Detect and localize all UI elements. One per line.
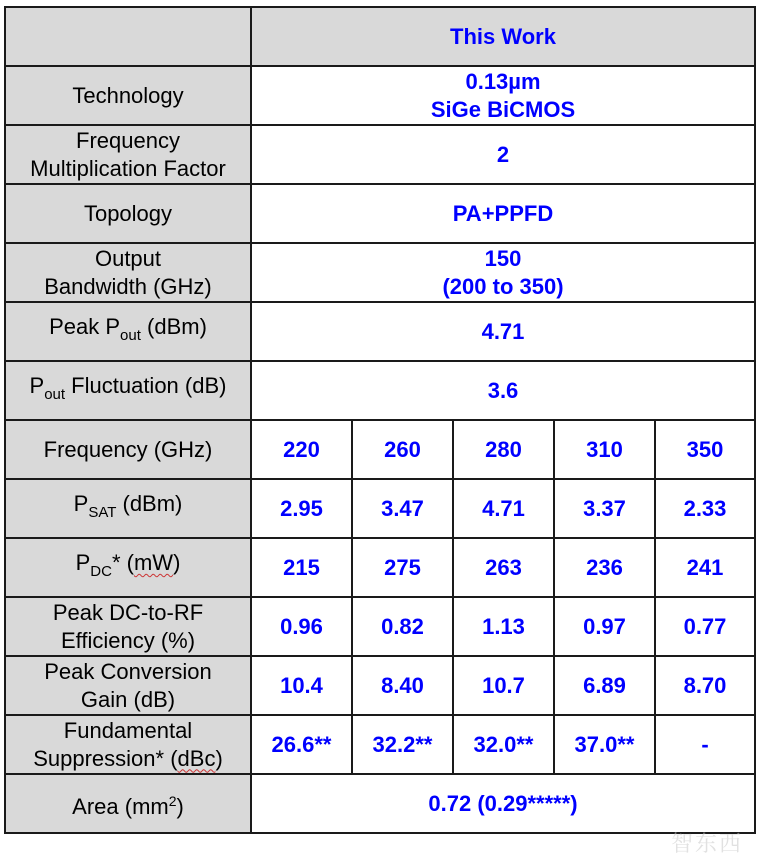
table-cell: 215 [251, 538, 352, 597]
label-peak-pout-subscript: out [120, 327, 141, 344]
label-psat-p: P [73, 491, 89, 516]
label-pdc-asterisk: * ( [111, 550, 134, 575]
table-cell: 32.2** [352, 715, 453, 774]
comparison-table [4, 6, 756, 834]
header-row [5, 7, 755, 66]
watermark-logo: 智东西 [670, 832, 743, 857]
value-pout-fluctuation: 3.6 [251, 361, 755, 420]
label-peak-pout-unit: (dBm) [140, 314, 207, 339]
table-cell: 0.97 [554, 597, 655, 656]
row-psat [5, 479, 755, 538]
label-topology: Topology [5, 184, 251, 243]
table-cell: 220 [251, 420, 352, 479]
label-peak-pout [5, 302, 251, 361]
label-frequency: Frequency (GHz) [5, 420, 251, 479]
value-bandwidth-line2: (200 to 350) [442, 273, 564, 299]
row-efficiency [5, 597, 755, 656]
label-area-main: Area (mm [72, 793, 169, 819]
label-freq-mult-line2: Multiplication Factor [30, 155, 226, 181]
table-cell: 8.40 [352, 656, 453, 715]
table-cell: 2.33 [655, 479, 755, 538]
label-conversion-gain [5, 656, 251, 715]
value-bandwidth-line1: 150 [484, 245, 522, 271]
label-freq-mult-line1: Frequency [76, 127, 180, 153]
corner-cell [5, 7, 251, 66]
label-efficiency-line1: Peak DC-to-RF [52, 599, 204, 625]
row-topology [5, 184, 755, 243]
table-cell: 1.13 [453, 597, 554, 656]
table-cell: 26.6** [251, 715, 352, 774]
label-conv-gain-line2: Gain (dB) [80, 686, 176, 712]
label-efficiency-line2: Efficiency (%) [60, 627, 196, 653]
label-pout-fluct-p: P [29, 373, 45, 398]
value-output-bandwidth [251, 243, 755, 302]
row-peak-pout [5, 302, 755, 361]
table-cell: 236 [554, 538, 655, 597]
table-cell: 275 [352, 538, 453, 597]
label-technology: Technology [5, 66, 251, 125]
table-cell: 8.70 [655, 656, 755, 715]
table-cell: 0.82 [352, 597, 453, 656]
label-psat [5, 479, 251, 538]
label-fund-supp-close: ) [215, 745, 223, 771]
table-cell: 280 [453, 420, 554, 479]
table-cell: 0.96 [251, 597, 352, 656]
row-pout-fluctuation [5, 361, 755, 420]
label-bandwidth-line2: Bandwidth (GHz) [44, 273, 212, 299]
row-output-bandwidth [5, 243, 755, 302]
label-fundamental-suppression [5, 715, 251, 774]
row-fundamental-suppression [5, 715, 755, 774]
label-conv-gain-line1: Peak Conversion [44, 658, 212, 684]
row-technology [5, 66, 755, 125]
label-peak-pout-p: Peak P [49, 314, 121, 339]
label-fund-supp-line1: Fundamental [63, 717, 193, 743]
row-frequency [5, 420, 755, 479]
label-pdc-subscript: DC [90, 563, 112, 580]
table-cell: 32.0** [453, 715, 554, 774]
label-fund-supp-line2: Suppression* ( [33, 745, 178, 771]
table-cell: 2.95 [251, 479, 352, 538]
value-area: 0.72 (0.29*****) [251, 774, 755, 833]
table-cell: 0.77 [655, 597, 755, 656]
table-cell: 3.37 [554, 479, 655, 538]
row-pdc [5, 538, 755, 597]
value-technology-line2: SiGe BiCMOS [430, 96, 576, 122]
value-frequency-multiplication-factor: 2 [251, 125, 755, 184]
table-cell: 260 [352, 420, 453, 479]
value-technology [251, 66, 755, 125]
row-conversion-gain [5, 656, 755, 715]
table-cell: 241 [655, 538, 755, 597]
label-fund-supp-unit: dBc [177, 745, 216, 771]
label-pout-fluctuation [5, 361, 251, 420]
table-cell: 4.71 [453, 479, 554, 538]
label-pout-fluct-unit: Fluctuation (dB) [65, 373, 227, 398]
label-frequency-multiplication-factor [5, 125, 251, 184]
label-output-bandwidth [5, 243, 251, 302]
row-area [5, 774, 755, 833]
label-pdc-close: ) [173, 550, 181, 575]
label-bandwidth-line1: Output [94, 245, 162, 271]
label-area-close: ) [176, 793, 184, 819]
table-cell: 37.0** [554, 715, 655, 774]
value-peak-pout: 4.71 [251, 302, 755, 361]
value-technology-line1: 0.13µm [465, 68, 541, 94]
label-pout-fluct-subscript: out [44, 386, 66, 403]
label-psat-subscript: SAT [88, 504, 117, 521]
column-header-this-work: This Work [251, 7, 755, 66]
label-area [5, 774, 251, 833]
table-cell: 10.4 [251, 656, 352, 715]
label-pdc-unit: mW [133, 550, 174, 575]
table-cell: 3.47 [352, 479, 453, 538]
label-psat-unit: (dBm) [116, 491, 183, 516]
label-pdc-p: P [75, 550, 91, 575]
table-cell: 350 [655, 420, 755, 479]
label-pdc [5, 538, 251, 597]
label-area-superscript: 2 [168, 792, 177, 809]
table-cell: 6.89 [554, 656, 655, 715]
table-cell: 10.7 [453, 656, 554, 715]
table-cell: - [655, 715, 755, 774]
table-cell: 263 [453, 538, 554, 597]
table-cell: 310 [554, 420, 655, 479]
label-efficiency [5, 597, 251, 656]
value-topology: PA+PPFD [251, 184, 755, 243]
row-frequency-multiplication-factor [5, 125, 755, 184]
